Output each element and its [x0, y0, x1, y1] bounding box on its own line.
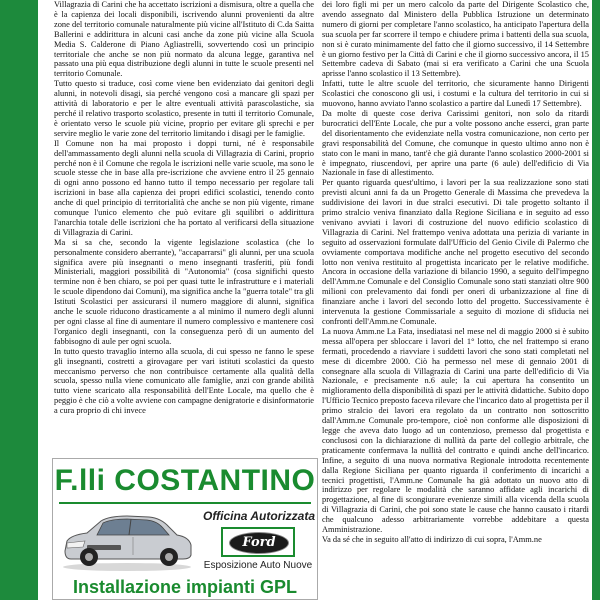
- left-paragraph-2: Tutto questo si traduce, così come viene ben evidenziato dai genitori degli alunni, in notevoli disagi, sia perché vengono così a mancare gli spazi per attività di laboratorio e per le altre eventuali attività parascolastiche, sia perché il relativo trasporto scolastico, presente in tutti il territorio Comunale, è orientato verso le scuole più vicine, proprio per evitare gli sprechi e per servire meglio le varie zone del territorio limitando i disagi per le famiglie.: [54, 79, 314, 138]
- ford-logo-frame: [221, 527, 295, 557]
- left-green-border: [0, 0, 38, 600]
- left-paragraph-1: Villagrazia di Carini che ha accettato iscrizioni a dismisura, oltre a quella che è la capienza dei locali disponibili, iscrivendo alunni provenienti da altre zone del territorio comunale naturalmente più vicine all'Istituto di C.da Saitta Ballerini e addirittura in alcuni casi anche da zone più vicine alla Scuola Media S. Calderone di Piano Agliastrelli, sovvertendo così un principio territoriale che anche se non più normato da alcuna legge, garantiva nel passato una più equa distribuzione degli alunni in tutte le scuole presenti nel territorio Comunale.: [54, 0, 314, 79]
- costantino-advertisement: [52, 458, 318, 600]
- right-paragraph-2: Infatti, tutte le altre scuole del territorio, che sicuramente hanno Dirigenti Scolastici che conoscono gli usi, i costumi e la cultura del territorio in cui si muovono, hanno avviato l'anno scolastico a partire dal Lunedì 17 Settembre).: [322, 79, 589, 109]
- left-paragraph-3: Il Comune non ha mai proposto i doppi turni, né è responsabile dell'ammassamento degli alunni nella scuola di Villagrazia di Carini, proprio perché non è il Comune che regola le iscrizioni nelle varie scuole, ma sono le scuole stesse che in base alla pre-iscrizione che avviene entro il 25 gennaio di ogni anno possono ed hanno tutto il tempo necessario per regolare tali iscrizioni in base alla capienza dei propri edifici scolastici, tenendo conto anche di quel principio di territorialità che anche se non più vigente, rimane comunque l'unico elemento che può evitare gli squilibri o addirittura l'anarchia totale delle iscrizioni che ha portato al verificarsi della situazione di Villagrazia di Carini.: [54, 138, 314, 237]
- ad-footer: Installazione impianti GPL: [72, 577, 298, 597]
- ad-title: F.lli COSTANTINO: [54, 464, 316, 497]
- left-paragraph-5: In tutto questo travaglio interno alla scuola, di cui spesso ne fanno le spese gli insegnanti, costretti a girovagare per vari istituti scolastici da questo meccanismo perverso che non contribuisce certamente alla qualità della scuola, spesso nulla viene comunicato alle famiglie, anzi con grande abilità tutto viene scaricato alla responsabilità dell'Ente Locale, ma quello che è peggio è che ciò a volte avviene con campagne denigratorie e disinformatorie a cura proprio di chi invece: [54, 346, 314, 416]
- right-green-border: [592, 0, 600, 600]
- right-paragraph-1: dei loro figli mi per un mero calcolo da parte del Dirigente Scolastico che, avendo assegnato dal Ministero della Pubblica Istruzione un determinato numero di giorni per completare l'anno scolastico, ha anticipato l'apertura della sua scuola per far scorrere il tempo e chiudere prima i battenti della sua scuola, non si è curato minimamente del fatto che il giorno successivo, il 14 Settembre è un giorno festivo per la Città di Carini e che il giorno successivo ancora, il 15 Settembre cadeva di Sabato (mai si era verificato a Carini che una Scuola aprisse l'anno scolastico il 13 Settembre).: [322, 0, 589, 79]
- ford-logo: Ford: [229, 532, 289, 554]
- right-paragraph-6: Va da sé che in seguito all'atto di indirizzo di cui sopra, l'Amm.ne: [322, 534, 542, 544]
- ad-divider: [59, 502, 311, 504]
- right-paragraph-5: La nuova Amm.ne La Fata, insediatasi nel mese nel di maggio 2000 si è subito messa all'opera per sbloccare i lavori del 1° lotto, che nel frattempo si erano fermati, procedendo a riavviare i suddetti lavori che sono stati completati nel mese di dicembre 2000. Ciò ha permesso nel mese di gennaio 2001 di consegnare alla scuola di Villagrazia di Carini una parte dell'edificio di Via Nazionale, e precisamente n.6 aule; la cui apertura ha consentito un miglioramento della disponibilità di spazi per le attività didattiche. Subito dopo l'Ufficio Tecnico preposto faceva rilevare che l'incarico dato al progettista per il primo stralcio dei lavori era regolato da un contratto non sottoscritto dall'Amm.ne Comunale pro-tempore, cioè non conforme alle disposizioni di legge che aveva dato luogo ad un contenzioso, premesso dal progettista e conclusosi con la dichiarazione di nullità da parte del collegio arbitrale, che praticamente confermava la nullità del contratto e quindi anche dell'incarico. Infine, a seguito di una nuova normativa Regionale introdotta recentemente dalla Regione Siciliana per quanto riguarda il conferimento di incarichi a tecnici progettisti, l'Amm.ne Comunale ha già adottato un nuovo atto di indirizzo per regolare le modalità che saranno affidate agli incarichi di progettazione, al fine di scongiurare evenienze simili alla vicenda della scuola di Villagrazia di Carini, che poi sono state le cause che hanno causato i ritardi che qualcuno adesso arbitrariamente vorrebbe addebitare a questa Amministrazione.: [322, 326, 589, 535]
- ad-subtitle: Officina Autorizzata: [203, 509, 316, 523]
- right-paragraph-3: Da molte di queste cose deriva Carissimi genitori, non solo da ritardi burocratici dell'Ente Locale, che pur a volte possono anche esserci, gran parte del disorientamento che evidenziate nella vostra comunicazione, non certo per gravi responsabilità del Comune, che comunque in questo ultimo anno non è stato con le mani in mano, tant'è che già durante l'anno scolastico 2000-2001 si è impegnato, riuscendovi, per aprire una parte (6 aule) dell'edificio di Via Nazionale in fase di allestimento.: [322, 108, 589, 178]
- car-image: [57, 507, 197, 573]
- right-text-column: [322, 0, 589, 600]
- left-paragraph-4: Ma si sa che, secondo la vigente legislazione scolastica (che lo personalmente considero aberrante), "accaparrarsi" gli alunni, per una scuola significa avere più insegnanti o meno insegnanti trasferiti, più fondi Ministeriali, maggiori possibilità di "Autonomia" (cosa significhi questo termine non è ben chiaro, se poi per quasi tutte le infrastrutture e i materiali le scuole dipendono dai Comuni), ma significa anche la "guerra totale" tra gli Istituti Scolastici per assicurarsi il numero maggiore di alunni, significa anche le scuole riducono drasticamente a al minimo il numero degli alunni per ogni classe al fine di aumentare il numero complessivo e mantenere così l'organico degli insegnanti, con la conseguenza però di un aumento del fabbisogno di aule per ogni scuola.: [54, 237, 314, 346]
- left-text-column: [54, 0, 314, 452]
- ad-tagline: Esposizione Auto Nuove: [203, 560, 313, 571]
- right-paragraph-4: Per quanto riguarda quest'ultimo, i lavori per la sua realizzazione sono stati previsti alcuni anni fa da un Progetto Generale di Massima che prevedeva la suddivisione dei lavori in due stralci esecutivi. Di tale progetto soltanto il primo stralcio veniva finanziato dalla Regione Siciliana e in seguito ad esso venivano avviati i lavori di costruzione del nuovo edificio scolastico di Villagrazia di Carini. Nel frattempo veniva adottata una perizia di variante in seguito ad osservazioni formulate dall'Ufficio del Genio Civile di Palermo che ovviamente comportava modifiche anche nel progetto esecutivo del secondo lotto non veniva restituito al progettista incaricato per le relative modifiche. Ancora in occasione della variazione di bilancio 1990, a seguito dell'impegno dell'Amm.ne Comunale e del Consiglio Comunale sono stati stanziati oltre 900 milioni con prelevamento dai fondi per oneri di urbanizzazione al fine di finanziare anche i lavori del secondo lotto del progetto. Successivamente è intervenuta la gestione Commissariale a seguito di mozione di sfiducia nei confronti dell'Amm.ne Comunale.: [322, 178, 589, 326]
